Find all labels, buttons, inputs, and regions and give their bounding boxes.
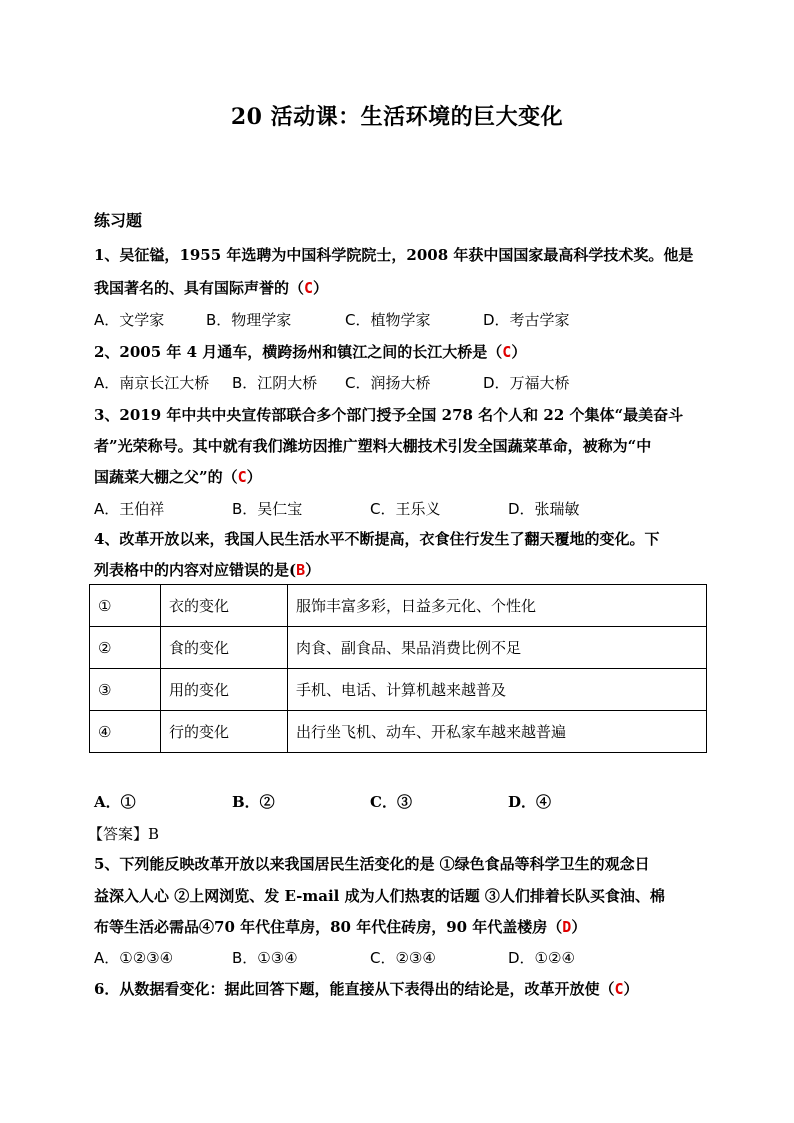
table-cell: ② xyxy=(90,627,161,669)
q4-answer-line: 【答案】B xyxy=(88,825,160,843)
q5-answer: D xyxy=(562,918,572,936)
q5-line2: 益深入人心 ②上网浏览、发 E-mail 成为人们热衷的话题 ③人们排着长队买食油、棉 xyxy=(94,887,665,905)
table-cell: 食的变化 xyxy=(161,627,288,669)
q2-answer: C xyxy=(502,343,512,361)
q5-option-b: B．①③④ xyxy=(232,949,298,967)
q1-option-d: D．考古学家 xyxy=(483,311,570,329)
q4-table xyxy=(89,584,707,753)
q1-line2: 我国著名的、具有国际声誉的（C） xyxy=(94,279,329,297)
q2-option-d: D．万福大桥 xyxy=(483,374,570,392)
q2-option-c: C．润扬大桥 xyxy=(345,374,431,392)
table-cell: 用的变化 xyxy=(161,669,288,711)
q3-option-a: A．王伯祥 xyxy=(94,500,165,518)
q4-option-d: D．④ xyxy=(508,793,552,811)
table-cell: 行的变化 xyxy=(161,711,288,753)
q5-option-c: C．②③④ xyxy=(370,949,436,967)
table-cell: 衣的变化 xyxy=(161,585,288,627)
q5-line3: 布等生活必需品④70 年代住草房，80 年代住砖房，90 年代盖楼房（D） xyxy=(94,918,587,936)
table-row xyxy=(90,669,707,711)
q5-option-a: A．①②③④ xyxy=(94,949,174,967)
table-cell: 手机、电话、计算机越来越普及 xyxy=(288,669,707,711)
q1-options xyxy=(94,309,570,330)
q2-line: 2、2005 年 4 月通车，横跨扬州和镇江之间的长江大桥是（C） xyxy=(94,343,527,361)
q4-line1: 4、改革开放以来，我国人民生活水平不断提高，衣食住行发生了翻天覆地的变化。下 xyxy=(94,530,660,548)
table-cell: ① xyxy=(90,585,161,627)
q3-answer: C xyxy=(237,468,247,486)
q1-line1: 1、吴征镒，1955 年选聘为中国科学院院士，2008 年获中国国家最高科学技术奖。他是 xyxy=(94,246,694,264)
table-cell: ④ xyxy=(90,711,161,753)
q4-option-a: A．① xyxy=(94,793,136,811)
table-row xyxy=(90,627,707,669)
q3-line3: 国蔬菜大棚之父”的（C） xyxy=(94,468,262,486)
q4-option-b: B．② xyxy=(232,793,275,811)
q6-answer: C xyxy=(614,980,624,998)
table-row xyxy=(90,711,707,753)
section-heading: 练习题 xyxy=(94,211,143,230)
table-cell: 肉食、副食品、果品消费比例不足 xyxy=(288,627,707,669)
q3-line2: 者”光荣称号。其中就有我们潍坊因推广塑料大棚技术引发全国蔬菜革命，被称为“中 xyxy=(94,437,652,455)
q4-answer: B xyxy=(296,561,306,579)
q1-option-b: B．物理学家 xyxy=(206,311,292,329)
q4-line2: 列表格中的内容对应错误的是(B） xyxy=(94,561,321,579)
q1-option-c: C．植物学家 xyxy=(345,311,431,329)
q3-option-d: D．张瑞敏 xyxy=(508,500,580,518)
q5-options xyxy=(94,947,575,968)
table-cell: 服饰丰富多彩，日益多元化、个性化 xyxy=(288,585,707,627)
q2-option-a: A．南京长江大桥 xyxy=(94,374,210,392)
q4-options xyxy=(94,791,551,812)
q5-line1: 5、下列能反映改革开放以来我国居民生活变化的是 ①绿色食品等科学卫生的观念日 xyxy=(94,855,650,873)
table-row xyxy=(90,585,707,627)
q3-line1: 3、2019 年中共中央宣传部联合多个部门授予全国 278 名个人和 22 个集体“最美奋斗 xyxy=(94,406,684,424)
q3-options xyxy=(94,498,580,519)
table-cell: ③ xyxy=(90,669,161,711)
q5-option-d: D．①②④ xyxy=(508,949,575,967)
q1-option-a: A．文学家 xyxy=(94,311,165,329)
q3-option-c: C．王乐义 xyxy=(370,500,441,518)
q6-line: 6．从数据看变化：据此回答下题，能直接从下表得出的结论是，改革开放使（C） xyxy=(94,980,639,998)
q4-option-c: C．③ xyxy=(370,793,412,811)
q3-option-b: B．吴仁宝 xyxy=(232,500,303,518)
page-title: 20 活动课：生活环境的巨大变化 xyxy=(230,104,564,130)
q1-answer: C xyxy=(304,279,314,297)
q2-option-b: B．江阴大桥 xyxy=(232,374,318,392)
table-cell: 出行坐飞机、动车、开私家车越来越普遍 xyxy=(288,711,707,753)
q2-options xyxy=(94,372,570,393)
